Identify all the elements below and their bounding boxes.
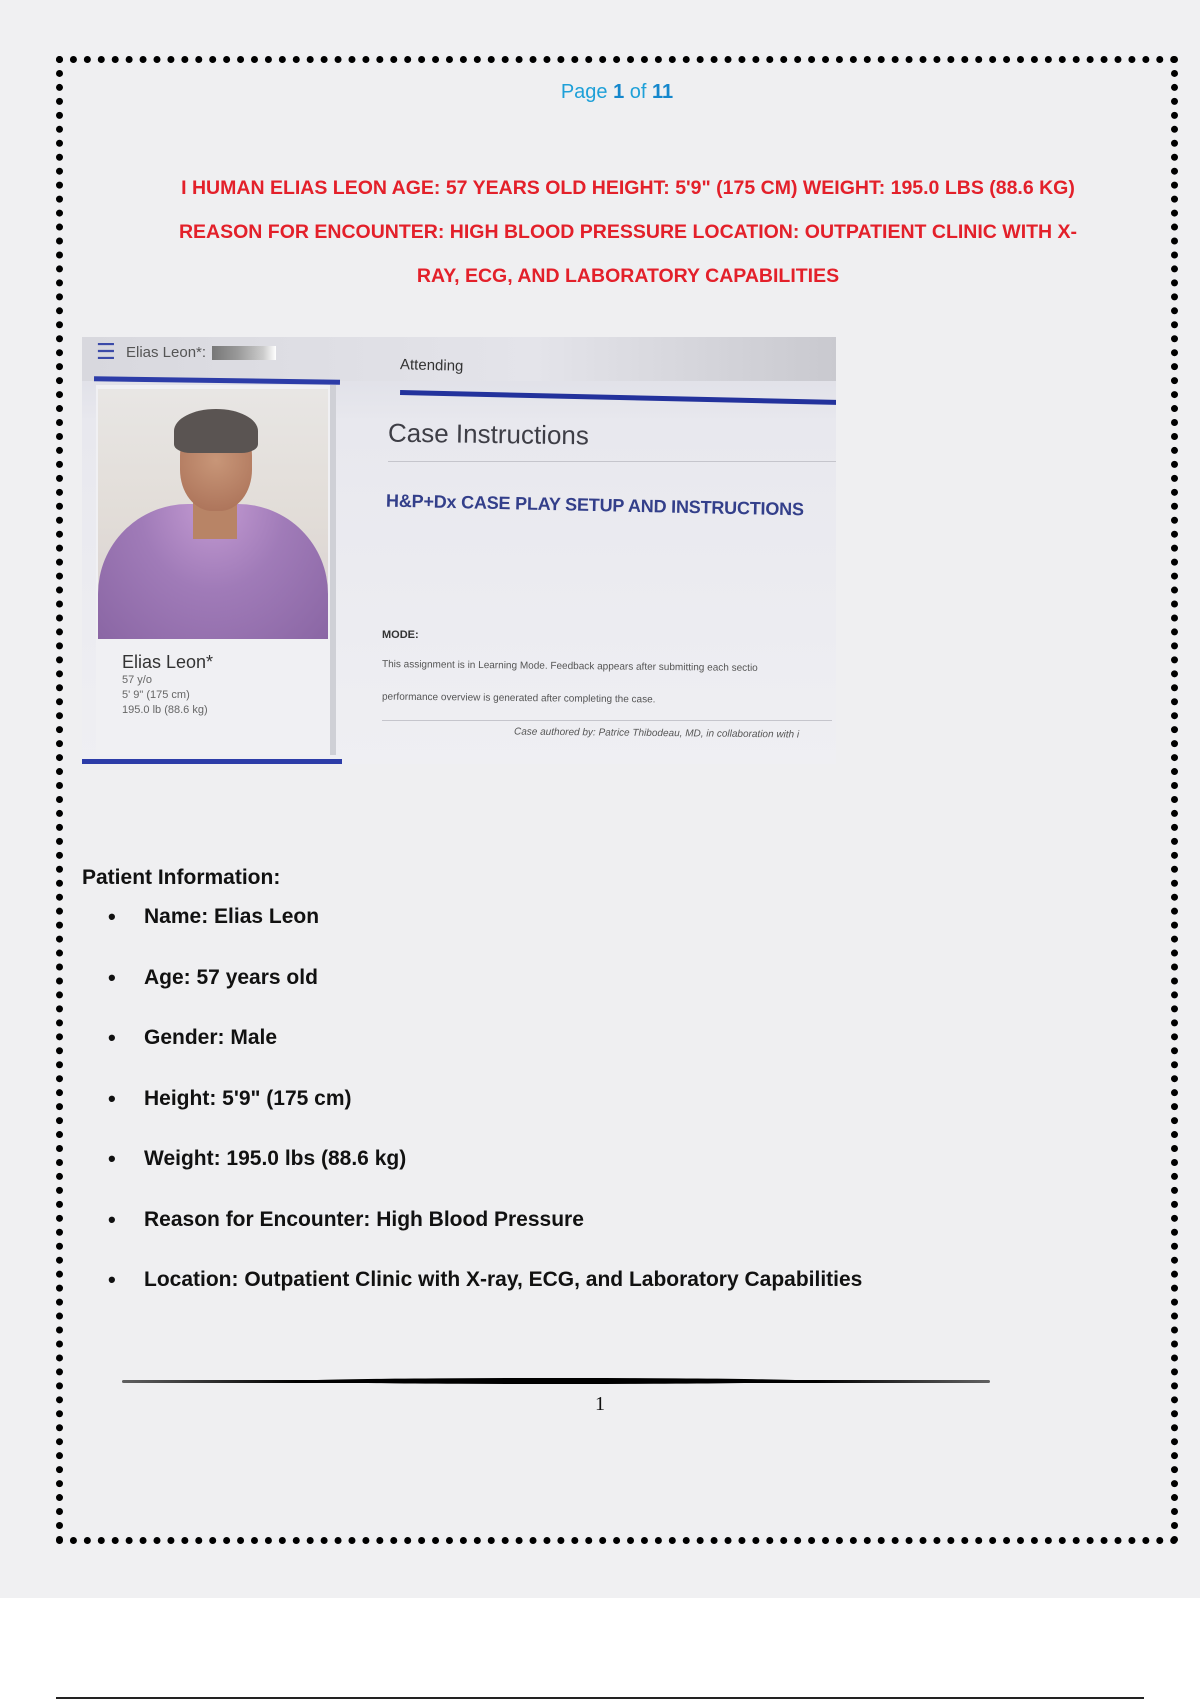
screenshot-patient-tab-label: Elias Leon*: <box>126 344 207 361</box>
screenshot-mode-text-2: performance overview is generated after completing the case. <box>381 691 656 706</box>
photo-hair <box>174 409 258 453</box>
list-item-text: Location: Outpatient Clinic with X-ray, ECG, and Laboratory Capabilities <box>144 1268 863 1291</box>
next-page-rule <box>56 1697 1144 1699</box>
bullet-icon: • <box>108 964 116 990</box>
footer-page-number: 1 <box>595 1393 605 1415</box>
list-item <box>108 1082 862 1143</box>
case-screenshot-image <box>82 337 836 764</box>
list-item <box>108 1203 862 1264</box>
list-item-text: Weight: 195.0 lbs (88.6 kg) <box>144 1147 407 1170</box>
bullet-icon: • <box>108 1267 116 1292</box>
screenshot-rule <box>388 461 836 462</box>
page-indicator <box>63 81 1171 104</box>
page-label: Page <box>560 81 608 103</box>
list-item <box>108 1263 862 1324</box>
list-item <box>108 961 862 1022</box>
title-line-2: REASON FOR ENCOUNTER: HIGH BLOOD PRESSURE LOCATION: OUTPATIENT CLINIC WITH X- <box>178 221 1078 243</box>
title-line-3: RAY, ECG, AND LABORATORY CAPABILITIES <box>416 265 840 287</box>
patient-photo <box>98 389 328 639</box>
page-of: of <box>629 81 647 103</box>
patient-info-list <box>108 900 862 1324</box>
screenshot-patient-name: Elias Leon* <box>122 652 214 672</box>
screenshot-age: 57 y/o <box>122 674 152 686</box>
bullet-icon: • <box>108 904 116 929</box>
screenshot-height: 5' 9" (175 cm) <box>122 689 190 701</box>
hamburger-menu-icon: ☰ <box>96 340 116 365</box>
page-current: 1 <box>613 81 625 103</box>
screenshot-authored: Case authored by: Patrice Thibodeau, MD, in collaboration with i <box>513 726 800 741</box>
bullet-icon: • <box>108 1025 116 1050</box>
page-total: 11 <box>652 81 674 103</box>
list-item-text: Name: Elias Leon <box>144 905 320 928</box>
footer-divider <box>122 1380 990 1383</box>
patient-info-heading: Patient Information: <box>82 866 281 889</box>
list-item-text: Age: 57 years old <box>144 965 318 989</box>
screenshot-setup-heading: H&P+Dx CASE PLAY SETUP AND INSTRUCTIONS <box>385 490 804 520</box>
bullet-icon: • <box>108 1146 116 1171</box>
screenshot-divider-right <box>400 390 836 405</box>
list-item-text: Height: 5'9" (175 cm) <box>144 1086 352 1110</box>
list-item-text: Gender: Male <box>144 1026 278 1049</box>
list-item <box>108 1021 862 1082</box>
title-line-1: I HUMAN ELIAS LEON AGE: 57 YEARS OLD HEIGHT: 5'9" (175 CM) WEIGHT: 195.0 LBS (88.6 KG) <box>181 177 1075 199</box>
document-title <box>133 166 1123 298</box>
screenshot-attending: Attending <box>399 356 464 375</box>
bullet-icon: • <box>108 1206 116 1232</box>
bullet-icon: • <box>108 1085 116 1111</box>
screenshot-patient-tab <box>126 344 276 361</box>
screenshot-case-title: Case Instructions <box>387 417 590 451</box>
screenshot-bottom-bar <box>82 759 342 764</box>
screenshot-mode-text: This assignment is in Learning Mode. Feedback appears after submitting each sectio <box>381 659 758 674</box>
list-item <box>108 900 862 961</box>
screenshot-mode-label: MODE: <box>382 629 419 641</box>
list-item <box>108 1142 862 1203</box>
next-page-area <box>0 1598 1200 1700</box>
screenshot-inner-rule <box>382 720 832 721</box>
screenshot-name-card <box>122 652 213 718</box>
redacted-mask <box>212 346 276 360</box>
list-item-text: Reason for Encounter: High Blood Pressure <box>144 1207 584 1231</box>
screenshot-weight: 195.0 lb (88.6 kg) <box>122 704 208 716</box>
